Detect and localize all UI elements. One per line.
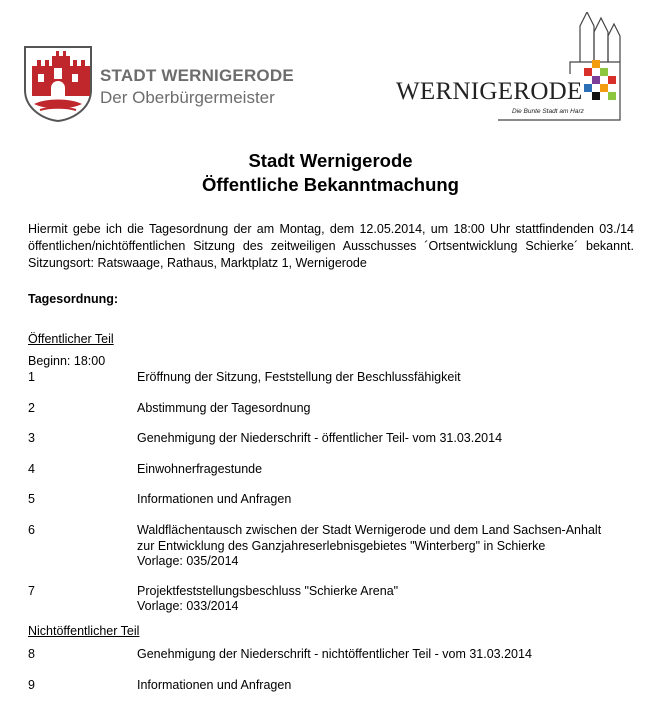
- agenda-item-number: 3: [28, 431, 35, 445]
- document-subtitle: Öffentliche Bekanntmachung: [202, 174, 459, 195]
- agenda-item-text: Waldflächentausch zwischen der Stadt Wernigerode und dem Land Sachsen-Anhalt: [137, 523, 602, 537]
- agenda-label: Tagesordnung:: [28, 292, 119, 306]
- start-time: Beginn: 18:00: [28, 354, 106, 368]
- agenda-item-text: Genehmigung der Niederschrift - nichtöffentlicher Teil - vom 31.03.2014: [137, 647, 532, 661]
- agenda-item-text: Eröffnung der Sitzung, Feststellung der Beschlussfähigkeit: [137, 370, 461, 384]
- agenda-item-text: Genehmigung der Niederschrift - öffentlicher Teil- vom 31.03.2014: [137, 431, 503, 445]
- public-part-heading: Öffentlicher Teil: [28, 332, 114, 346]
- agenda-item-reference: Vorlage: 033/2014: [137, 599, 239, 613]
- agenda-item-number: 5: [28, 492, 35, 506]
- agenda-item-number: 1: [28, 370, 35, 384]
- private-part-heading: Nichtöffentlicher Teil: [28, 624, 140, 638]
- agenda-item-number: 7: [28, 584, 35, 598]
- agenda-item-number: 4: [28, 462, 35, 476]
- coat-of-arms-icon: [22, 44, 94, 122]
- agenda-item-text: zur Entwicklung des Ganzjahreserlebnisgebietes "Winterberg" in Schierke: [137, 539, 546, 553]
- agenda-item-text: Informationen und Anfragen: [137, 678, 292, 692]
- agenda-item-text: Abstimmung der Tagesordnung: [137, 401, 311, 415]
- agenda-item-text: Informationen und Anfragen: [137, 492, 292, 506]
- agenda-item-number: 6: [28, 523, 35, 537]
- agenda-item-text: Einwohnerfragestunde: [137, 462, 263, 476]
- agenda-item-reference: Vorlage: 035/2014: [137, 554, 239, 568]
- mayor-label: Der Oberbürgermeister: [100, 88, 275, 107]
- agenda-item-number: 9: [28, 678, 35, 692]
- city-logo-left: [22, 44, 294, 124]
- wernigerode-wordmark: WERNIGERODE: [396, 78, 583, 105]
- agenda-item-number: 2: [28, 401, 35, 415]
- agenda-item-number: 8: [28, 647, 35, 661]
- city-name-label: STADT WERNIGERODE: [100, 66, 294, 85]
- document-title: Stadt Wernigerode: [248, 150, 413, 171]
- intro-paragraph: Hiermit gebe ich die Tagesordnung der am Montag, dem 12.05.2014, um 18:00 Uhr stattfindenden 03./14 öffentlichen/nichtöffentlichen Sitzung des zeitweiligen Ausschusses ´Ortsentwicklung Schierke´ bekannt. Sitzungsort: Ratswaage, Rathaus, Marktplatz 1, Wernigerode: [28, 222, 634, 270]
- city-slogan: Die Bunte Stadt am Harz: [512, 108, 584, 115]
- agenda-item-text: Projektfeststellungsbeschluss "Schierke Arena": [137, 584, 399, 598]
- city-logo-right: [394, 12, 634, 124]
